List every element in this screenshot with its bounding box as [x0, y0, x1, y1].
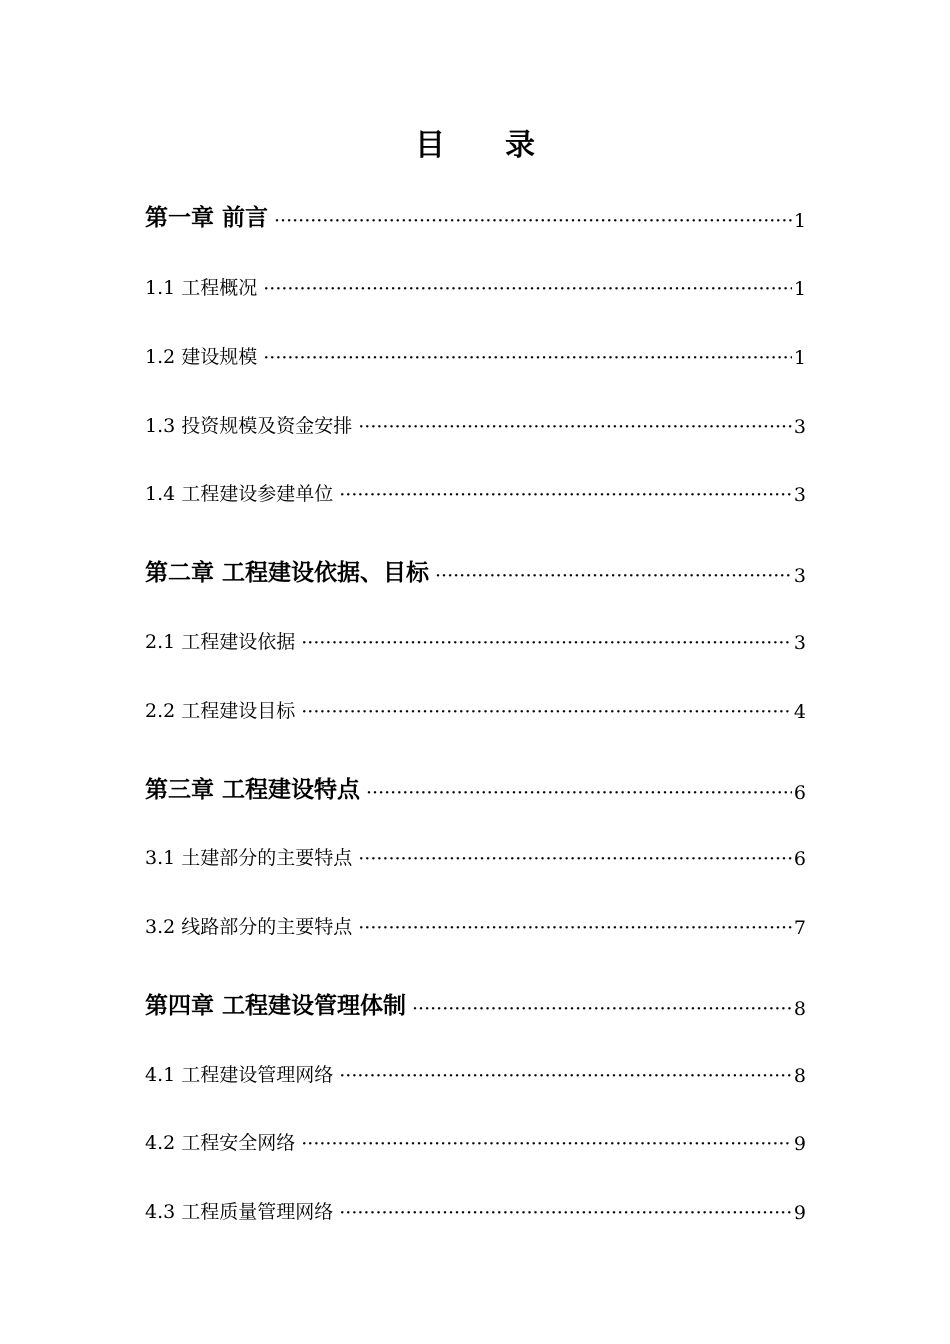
toc-leader-dots: [358, 848, 792, 870]
toc-leader-dots: [358, 416, 792, 438]
toc-entry-section-3-2[interactable]: [145, 913, 806, 939]
toc-entry-label: 2.1 工程建设依据: [145, 631, 296, 653]
toc-entry-page: 6: [793, 782, 806, 804]
toc-entry-chapter-1[interactable]: [145, 202, 806, 232]
toc-entry-label: 1.1 工程概况: [145, 277, 258, 299]
toc-entry-label: 4.2 工程安全网络: [145, 1132, 296, 1154]
toc-entry-chapter-2[interactable]: [145, 557, 806, 587]
toc-entry-page: 9: [793, 1133, 806, 1155]
toc-entry-page: 3: [793, 484, 806, 506]
toc-entry-page: 1: [793, 278, 806, 300]
toc-entry-label: 1.2 建设规模: [145, 346, 258, 368]
toc-leader-dots: [412, 998, 792, 1020]
toc-leader-dots: [301, 701, 792, 723]
page-title: 目 录: [415, 128, 535, 163]
toc-entry-label: 4.1 工程建设管理网络: [145, 1064, 334, 1086]
toc-entry-label: 第一章 前言: [145, 204, 269, 231]
toc-entry-section-4-1[interactable]: [145, 1061, 806, 1087]
toc-leader-dots: [339, 1202, 792, 1224]
toc-entry-label: 2.2 工程建设目标: [145, 700, 296, 722]
toc-entry-page: 1: [793, 210, 806, 232]
toc-entry-chapter-4[interactable]: [145, 990, 806, 1020]
toc-leader-dots: [301, 1133, 792, 1155]
toc-entry-chapter-3[interactable]: [145, 774, 806, 804]
toc-entry-page: 1: [793, 347, 806, 369]
toc-leader-dots: [301, 632, 792, 654]
toc-entry-page: 7: [793, 917, 806, 939]
toc-leader-dots: [339, 1065, 792, 1087]
toc-entry-page: 8: [793, 998, 806, 1020]
toc-entry-section-4-3[interactable]: [145, 1198, 806, 1224]
toc-leader-dots: [435, 565, 792, 587]
toc-entry-label: 第二章 工程建设依据、目标: [145, 559, 430, 586]
toc-leader-dots: [274, 210, 792, 232]
toc-entry-page: 3: [793, 416, 806, 438]
toc-entry-section-2-1[interactable]: [145, 628, 806, 654]
toc-entry-section-1-3[interactable]: [145, 412, 806, 438]
toc-entry-section-1-1[interactable]: [145, 274, 806, 300]
toc-leader-dots: [366, 782, 792, 804]
toc-entry-label: 1.3 投资规模及资金安排: [145, 415, 353, 437]
toc-entry-page: 6: [793, 848, 806, 870]
toc-entry-section-3-1[interactable]: [145, 844, 806, 870]
toc-entry-page: 3: [793, 565, 806, 587]
toc-leader-dots: [263, 347, 792, 369]
toc-entry-section-1-4[interactable]: [145, 480, 806, 506]
toc-entry-label: 4.3 工程质量管理网络: [145, 1201, 334, 1223]
toc-entry-label: 1.4 工程建设参建单位: [145, 483, 334, 505]
toc-leader-dots: [263, 278, 792, 300]
toc-entry-section-2-2[interactable]: [145, 697, 806, 723]
toc-entry-section-4-2[interactable]: [145, 1129, 806, 1155]
toc-entry-label: 3.2 线路部分的主要特点: [145, 916, 353, 938]
toc-entry-page: 9: [793, 1202, 806, 1224]
toc-entry-label: 3.1 土建部分的主要特点: [145, 847, 353, 869]
toc-entry-page: 4: [793, 701, 806, 723]
toc-leader-dots: [339, 484, 792, 506]
toc-entry-page: 3: [793, 632, 806, 654]
toc-leader-dots: [358, 917, 792, 939]
toc-entry-label: 第三章 工程建设特点: [145, 776, 361, 803]
toc-entry-page: 8: [793, 1065, 806, 1087]
toc-entry-section-1-2[interactable]: [145, 343, 806, 369]
toc-entry-label: 第四章 工程建设管理体制: [145, 992, 407, 1019]
